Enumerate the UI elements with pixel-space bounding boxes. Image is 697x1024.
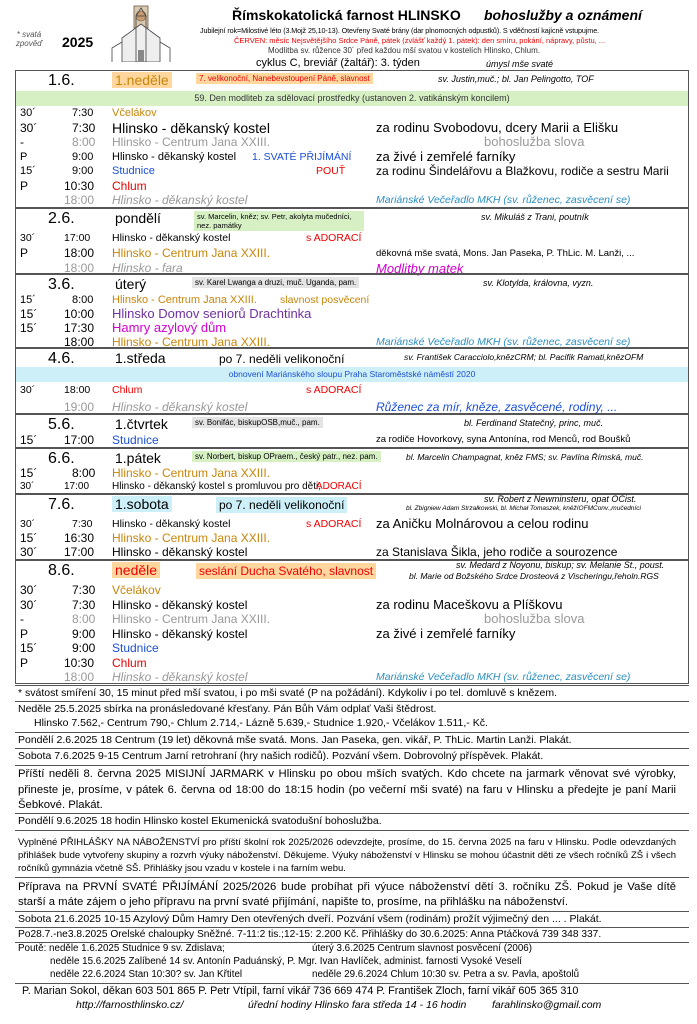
note-collection-amounts: Hlinsko 7.562,- Centrum 790,- Chlum 2.714,- Lázně 5.639,- Studnice 1.920,- Včelákov 1.511,- Kč. xyxy=(34,717,488,729)
mass-place: Hlinsko - Centrum Jana XXIII. xyxy=(112,294,257,306)
mass-place: Hlinsko - děkanský kostel s promluvou pro děti, xyxy=(112,481,321,492)
confession-time: 30´ xyxy=(20,481,35,492)
mass-intention: za Aničku Molnárovou a celou rodinu xyxy=(376,517,589,531)
schedule-row xyxy=(16,531,688,545)
day-feast: po 7. neděli velikonoční xyxy=(219,352,345,366)
day-name: 1.pátek xyxy=(115,450,161,466)
day-name: 1.čtvrtek xyxy=(115,416,168,432)
schedule-row xyxy=(16,335,688,349)
day-name: 1.středa xyxy=(115,350,166,366)
day-saint: sv. Medard z Noyonu, biskup; sv. Melanie St., poust. xyxy=(456,560,665,570)
mass-note: POUŤ xyxy=(316,165,346,177)
footer-contacts: P. Marian Sokol, děkan 603 501 865 P. Petr Vtípil, farní vikář 736 669 474 P. František Zloch, farní vikář 605 365 310 xyxy=(22,985,579,997)
mass-place: Hlinsko - Centrum Jana XXIII. xyxy=(112,531,271,545)
mass-intention: za rodinu Šindelářovu a Blažkovu, rodiče a sestru Marii xyxy=(376,164,669,178)
mass-intention: děkovná mše svatá, Mons. Jan Paseka, P. ThLic. M. Lanži, ... xyxy=(376,248,635,259)
day-banner: 59. Den modliteb za sdělovací prostředky (ustanoven 2. vatikánským koncilem) xyxy=(16,91,688,106)
mass-time: 7:30 xyxy=(72,107,94,119)
schedule-row xyxy=(16,612,688,627)
mass-place: Hlinsko - děkanský kostel xyxy=(112,545,248,559)
mass-time: 18:00 xyxy=(64,261,95,275)
confession-time: P xyxy=(20,150,28,163)
note-ecumenic: Pondělí 9.6.2025 18 hodin Hlinsko kostel Ekumenická svatodušní bohoslužba. xyxy=(18,815,382,827)
mass-time: 17:00 xyxy=(64,433,95,447)
day-saint: bl. Marcelin Champagnat, kněz FMS; sv. Pavlína Římská, muč. xyxy=(406,452,644,462)
schedule-row xyxy=(16,627,688,642)
mass-time: 7:30 xyxy=(72,583,96,597)
rosary-line: Modlitba sv. růžence 30´ před každou mší svatou v kostelích Hlinsko, Chlum. xyxy=(268,46,540,55)
mass-time: 9:00 xyxy=(72,626,96,641)
day-saint-2: bl. Marie od Božského Srdce Drosteová z Vischeringu,řeholn.RGS xyxy=(409,571,659,581)
mass-place: Včelákov xyxy=(112,107,157,119)
pilgrimages-5: neděle 29.6.2024 Chlum 10:30 sv. Petra a sv. Pavla, apoštolů xyxy=(312,969,580,980)
note-camp: Po28.7.-ne3.8.2025 Orelské chaloupky Sněžné. 7-11:2 tis.;12-15: 2.200 Kč. Přihlášky do 30.6.2025: Anna Ptáčková 739 348 337. xyxy=(18,929,602,940)
confession-time: 30´ xyxy=(20,518,36,530)
mass-place: Včelákov xyxy=(112,583,161,597)
mass-place: Hlinsko - Centrum Jana XXIII. xyxy=(112,135,271,149)
pilgrimages-2: úterý 3.6.2025 Centrum slavnost posvěcení (2006) xyxy=(312,943,533,954)
mass-intention: Růženec za mír, kněze, zasvěcené, rodiny, ... xyxy=(376,400,618,414)
mass-place: Hlinsko - děkanský kostel xyxy=(112,150,237,163)
mass-time: 18:00 xyxy=(64,384,91,396)
day-block-3 xyxy=(15,274,689,348)
day-name: 1.sobota xyxy=(112,496,172,512)
pilgrimages-3: neděle 15.6.2025 Zalíbené 14 sv. Antonín Paduánský, P. Mgr. Ivan Havlíček, administ. farnosti Vysoké Veselí xyxy=(50,956,522,967)
day-feast: sv. Karel Lwanga a druzi, muč. Uganda, pam. xyxy=(192,277,359,288)
mass-note: s ADORACÍ xyxy=(306,518,362,530)
schedule-row xyxy=(16,231,688,246)
schedule-row xyxy=(16,545,688,559)
mass-intention: Modlitby matek xyxy=(376,261,464,276)
mass-place: Chlum xyxy=(112,178,147,193)
mass-note: 1. SVATÉ PŘIJÍMÁNÍ xyxy=(252,150,352,163)
mass-time: 7:30 xyxy=(72,518,93,530)
pilgrimages-1: Poutě: neděle 1.6.2025 Studnice 9 sv. Zdislava; xyxy=(18,943,225,954)
day-block-8 xyxy=(15,560,689,684)
day-saint: sv. Klotylda, královna, vyzn. xyxy=(483,278,594,288)
mass-place: Hlinsko Domov seniorů Drachtinka xyxy=(112,307,312,321)
mass-time: 10:30 xyxy=(64,178,95,193)
schedule-row xyxy=(16,480,688,493)
day-date: 3.6. xyxy=(48,276,75,293)
mass-time: 9:00 xyxy=(72,165,94,177)
schedule-row xyxy=(16,670,688,685)
day-block-1 xyxy=(15,70,689,208)
confession-time: P xyxy=(20,626,29,641)
confession-time: 30´ xyxy=(20,107,36,119)
footer-email[interactable]: farahlinsko@gmail.com xyxy=(492,999,602,1011)
schedule-row xyxy=(16,382,688,399)
day-saint: bl. Ferdinand Statečný, princ, muč. xyxy=(464,418,604,428)
confession-time: 30´ xyxy=(20,232,36,244)
schedule-row xyxy=(16,121,688,136)
day-block-7 xyxy=(15,494,689,560)
mass-time: 18:00 xyxy=(64,246,95,260)
mass-place: Hlinsko - fara xyxy=(112,261,183,275)
confession-time: - xyxy=(20,135,24,149)
note-open-day: Sobota 21.6.2025 10-15 Azylový Dům Hamry Den otevřených dveří. Pozvání všem (rodinám) prožít výjimečný den ... . Plakát. xyxy=(18,913,602,925)
mass-time: 17:00 xyxy=(64,481,90,492)
schedule-row xyxy=(16,433,688,447)
mass-place: Studnice xyxy=(112,433,159,447)
cycle-line: cyklus C, breviář (žaltář): 3. týden xyxy=(256,57,420,69)
parish-title: Římskokatolická farnost HLINSKO xyxy=(232,7,461,23)
schedule-row xyxy=(16,164,688,179)
confession-time: 15´ xyxy=(20,531,38,545)
mass-place: Hlinsko - děkanský kostel xyxy=(112,626,248,641)
schedule-row xyxy=(16,193,688,208)
day-saint: sv. Mikuláš z Trani, poutník xyxy=(481,212,589,222)
footer-office-hours: úřední hodiny Hlinsko fara středa 14 - 16 hodin xyxy=(248,999,467,1011)
church-logo xyxy=(108,4,174,62)
day-saint: sv. Justin,muč.; bl. Jan Pelingotto, TOF xyxy=(438,74,594,84)
confession-time: 30´ xyxy=(20,384,36,396)
mass-place: Hlinsko - děkanský kostel xyxy=(112,670,248,684)
schedule-row xyxy=(16,150,688,165)
mass-intention: za rodinu Maceškovu a Plíškovu xyxy=(376,597,563,612)
mass-time: 8:00 xyxy=(72,135,96,149)
mass-place: Chlum xyxy=(112,384,143,396)
mass-place: Chlum xyxy=(112,655,147,670)
confession-time: 30´ xyxy=(20,597,38,612)
mass-place: Hamry azylový dům xyxy=(112,321,227,335)
schedule-row xyxy=(16,598,688,613)
day-name: pondělí xyxy=(115,210,161,226)
day-feast: 7. velikonoční, Nanebevstoupení Páně, slavnost xyxy=(196,73,373,84)
mass-place: Hlinsko - Centrum Jana XXIII. xyxy=(112,246,271,260)
mass-note: ADORACÍ xyxy=(316,481,362,492)
day-date: 5.6. xyxy=(48,416,75,433)
mass-time: 17:00 xyxy=(64,232,91,244)
mass-time: 18:00 xyxy=(64,670,95,684)
mass-time: 18:00 xyxy=(64,335,95,349)
schedule-row xyxy=(16,307,688,321)
mass-time: 10:30 xyxy=(64,655,95,670)
mass-note: s ADORACÍ xyxy=(306,384,362,396)
note-jarmark: Příští neděli 8. června 2025 MISIJNÍ JARMARK v Hlinsku po obou mších svatých. Kdo chcete na jarmark věnovat své výrobky, přineste je, prosíme, v pátek 6. června od 18:00 do 18:15 hodin (po večerní mši svaté) na faru v Hlinsku a předejte je paní Marii Šebkové. Plakát. xyxy=(18,768,676,811)
mass-place: Hlinsko - děkanský kostel xyxy=(112,120,270,135)
day-date: 2.6. xyxy=(48,210,75,227)
day-name: úterý xyxy=(115,276,147,292)
schedule-row xyxy=(16,179,688,194)
mass-intention: za rodinu Svobodovu, dcery Marii a Elišku xyxy=(376,120,619,135)
mass-intention: bohoslužba slova xyxy=(484,612,585,626)
confession-time: 15´ xyxy=(20,467,38,480)
mass-time: 16:30 xyxy=(64,531,95,545)
day-date: 4.6. xyxy=(48,350,75,367)
day-block-4 xyxy=(15,348,689,414)
schedule-row xyxy=(16,246,688,261)
schedule-row xyxy=(16,467,688,480)
confession-time: 15´ xyxy=(20,307,38,321)
mass-intention: bohoslužba slova xyxy=(484,135,585,149)
mass-time: 19:00 xyxy=(64,400,95,414)
day-name: neděle xyxy=(112,562,160,578)
mass-time: 8:00 xyxy=(72,467,96,480)
confession-time: 30´ xyxy=(20,583,38,597)
mass-time: 17:00 xyxy=(64,545,95,559)
confession-time: 15´ xyxy=(20,294,36,306)
confession-note: * svatá zpověď xyxy=(15,30,43,48)
confession-time: 15´ xyxy=(20,433,38,447)
confession-time: 30´ xyxy=(20,545,38,559)
schedule-row xyxy=(16,517,688,531)
day-feast: seslání Ducha Svatého, slavnost xyxy=(196,563,376,579)
mass-time: 17:30 xyxy=(64,321,95,335)
confession-time: 15´ xyxy=(20,165,36,177)
mass-time: 10:00 xyxy=(64,307,95,321)
schedule-row xyxy=(16,641,688,656)
mass-place: Hlinsko - děkanský kostel xyxy=(112,400,248,414)
schedule-row xyxy=(16,656,688,671)
mass-time: 8:00 xyxy=(72,294,94,306)
mass-time: 7:30 xyxy=(72,120,96,135)
note-retro: Sobota 7.6.2025 9-15 Centrum Jarní retrohraní (hry našich rodičů). Pozvání všem. Dobrovolný příspěvek. Plakát. xyxy=(18,750,544,762)
schedule-row xyxy=(16,106,688,121)
note-confession: * svátost smíření 30, 15 minut před mší svatou, i po mši svaté (P na požádání). Kdykoliv i po tel. domluvě s knězem. xyxy=(18,687,558,699)
month-line: ČERVEN: měsíc Nejsvětějšího Srdce Páně, pátek (zvlášť každý 1. pátek): den smíru, pokání, nápravy, půstu, ... xyxy=(234,36,606,45)
mass-intention: za živé i zemřelé farníky xyxy=(376,626,516,641)
day-date: 8.6. xyxy=(48,562,75,579)
day-name: 1.neděle xyxy=(112,72,172,88)
confession-time: - xyxy=(20,612,24,626)
mass-time: 9:00 xyxy=(72,150,94,163)
day-banner: obnovení Mariánského sloupu Praha Staroměstské náměstí 2020 xyxy=(16,367,688,382)
day-date: 6.6. xyxy=(48,450,75,467)
mass-intention: za živé i zemřelé farníky xyxy=(376,149,516,164)
pilgrimages-4: neděle 22.6.2024 Stan 10:30? sv. Jan Křtitel xyxy=(50,969,243,980)
jubilee-line: Jubilejní rok=Milostivé léto (3.Mojž 25,10-13). Otevřeny Svaté brány (dar plnomocných odpustků). S vděčností kajícně vstupujme. xyxy=(200,26,599,35)
day-block-5 xyxy=(15,414,689,448)
mass-place: Studnice xyxy=(112,165,155,177)
day-saint-2: bl. Zbigniew Adam Strzałkowski, bl. Michał Tomaszek, kněžíOFMConv.,mučedníci xyxy=(406,505,641,512)
note-thanks-mass: Pondělí 2.6.2025 18 Centrum (19 let) děkovná mše svatá. Mons. Jan Paseka, gen. vikář, P. ThLic. Martin Lanži. Plakát. xyxy=(18,734,572,746)
day-feast: sv. Marcelin, kněz; sv. Petr, akolyta mučedníci, nez. památky xyxy=(194,211,364,231)
mass-time: 8:00 xyxy=(72,612,96,626)
schedule-row xyxy=(16,583,688,598)
mass-note: slavnost posvěcení xyxy=(280,294,370,306)
mass-place: Hlinsko - Centrum Jana XXIII. xyxy=(112,335,271,349)
schedule-row xyxy=(16,293,688,307)
mass-place: Studnice xyxy=(112,641,159,655)
mass-place: Hlinsko - Centrum Jana XXIII. xyxy=(112,467,271,480)
mass-intention: Mariánské Večeřadlo MKH (sv. růženec, zasvěcení se) xyxy=(376,671,631,683)
confession-time: P xyxy=(20,655,29,670)
parish-subtitle: bohoslužby a oznámení xyxy=(484,7,642,23)
mass-place: Hlinsko - děkanský kostel xyxy=(112,232,231,244)
mass-note: s ADORACÍ xyxy=(306,232,362,244)
mass-place: Hlinsko - Centrum Jana XXIII. xyxy=(112,612,271,626)
church-icon xyxy=(108,4,174,62)
schedule-row xyxy=(16,321,688,335)
year: 2025 xyxy=(62,34,94,50)
mass-intention: Mariánské Večeřadlo MKH (sv. růženec, zasvěcení se) xyxy=(376,336,631,348)
day-date: 7.6. xyxy=(48,496,75,513)
confession-time: 30´ xyxy=(20,120,38,135)
day-feast: po 7. neděli velikonoční xyxy=(216,497,347,513)
mass-intention: Mariánské Večeřadlo MKH (sv. růženec, zasvěcení se) xyxy=(376,194,631,206)
day-feast: sv. Bonifác, biskupOSB,muč., pam. xyxy=(192,417,323,428)
footer-web-link[interactable]: http://farnosthlinsko.cz/ xyxy=(76,999,184,1011)
day-block-6 xyxy=(15,448,689,494)
day-saint: sv. Robert z Newminsteru, opat OCist. xyxy=(484,494,637,504)
mass-place: Hlinsko - děkanský kostel xyxy=(112,193,248,207)
confession-time: P xyxy=(20,178,29,193)
day-date: 1.6. xyxy=(48,72,75,89)
confession-time: P xyxy=(20,246,29,260)
intention-label: úmysl mše svaté xyxy=(486,59,554,69)
note-first-communion: Příprava na PRVNÍ SVATÉ PŘIJÍMÁNÍ 2025/2026 bude probíhat při výuce náboženství dětí 3. ročníku ZŠ. Pokud je Vaše dítě starší a máte zájem o jeho přípravu na první svaté přijímání, napište to, prosíme, na přihlášku na náboženství. xyxy=(18,881,676,908)
mass-intention: za rodiče Hovorkovy, syna Antonína, rod Menců, rod Boušků xyxy=(376,434,631,445)
confession-time: 15´ xyxy=(20,641,38,655)
day-block-2 xyxy=(15,208,689,274)
day-feast: sv. Norbert, biskup OPraem., český patr., nez. pam. xyxy=(192,451,381,462)
mass-intention: za Stanislava Šikla, jeho rodiče a sourozence xyxy=(376,545,618,559)
schedule-row xyxy=(16,135,688,150)
note-religion-signup: Vyplněné PŘIHLÁŠKY NA NÁBOŽENSTVÍ pro příští školní rok 2025/2026 odevzdejte, prosíme, do 15. června 2025 na faru v Hlinsku. Podle odevzdaných přihlášek bude vytvořeny skupiny a rozvrh výuky náboženství. Děkujeme. Výuky náboženství v Hlinsku se mohou účastnit děti ze všech ročníků ZŠ i všech ročníků gymnázia včetně SŠ. Přihlášky jsou vzadu v kostele i na farním webu. xyxy=(18,837,676,874)
mass-time: 18:00 xyxy=(64,193,95,207)
day-saint: sv. František Caracciolo,knězCRM; bl. Pacifik Ramati,knězOFM xyxy=(404,352,644,362)
mass-place: Hlinsko - děkanský kostel xyxy=(112,518,231,530)
mass-time: 9:00 xyxy=(72,641,96,655)
note-collection: Neděle 25.5.2025 sbírka na pronásledované křesťany. Pán Bůh Vám odplať Vaši štědrost. xyxy=(18,703,437,715)
mass-place: Hlinsko - děkanský kostel xyxy=(112,597,248,612)
mass-time: 7:30 xyxy=(72,597,96,612)
confession-time: 15´ xyxy=(20,321,38,335)
